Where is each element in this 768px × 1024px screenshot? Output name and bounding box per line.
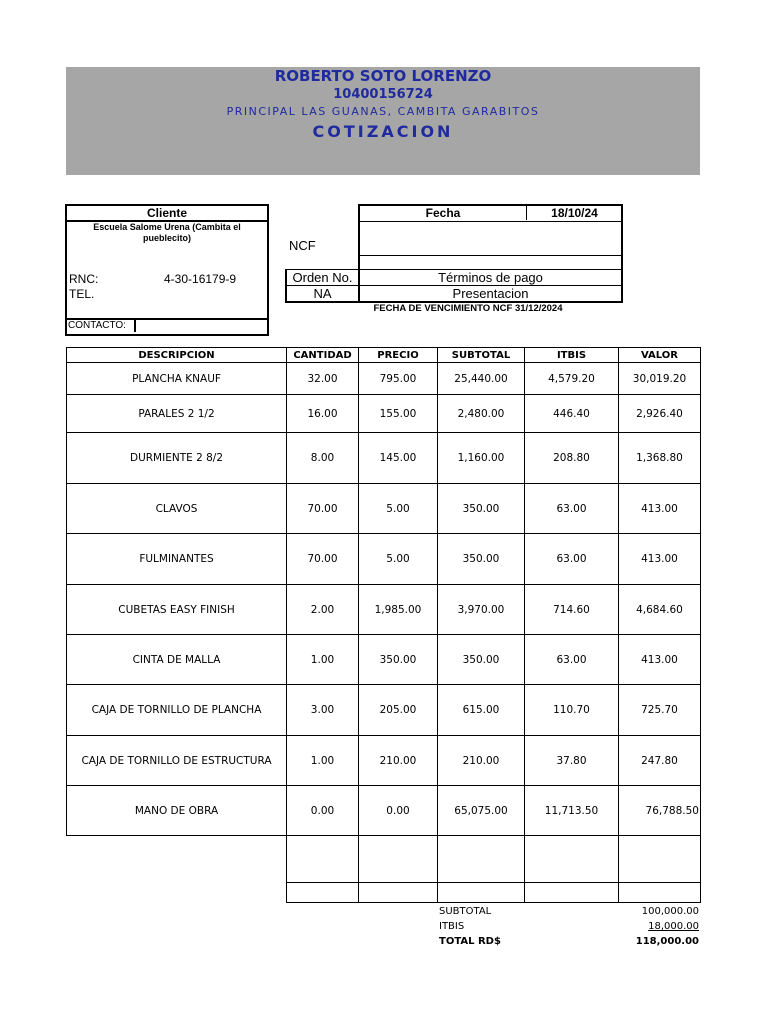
terms-value: Presentacion [360,285,621,301]
table-row [67,395,701,433]
document-title: COTIZACION [312,122,454,141]
item-subtotal: 210.00 [438,736,525,786]
column-header: DESCRIPCION [67,348,287,363]
item-value: 247.80 [619,736,701,786]
order-box [285,269,623,303]
item-quantity: 16.00 [287,395,359,433]
table-row [67,585,701,635]
date-label: Fecha [425,206,461,220]
item-price: 210.00 [359,736,438,786]
empty-cell [438,836,525,883]
item-quantity: 70.00 [287,534,359,585]
item-value: 413.00 [619,635,701,685]
item-description: CUBETAS EASY FINISH [67,585,287,635]
subtotal-value: 100,000.00 [641,906,699,917]
item-quantity: 8.00 [287,433,359,484]
itbis-label: ITBIS [439,921,465,932]
item-price: 155.00 [359,395,438,433]
item-subtotal: 350.00 [438,484,525,534]
empty-cell [287,883,359,903]
empty-cell [67,883,287,903]
table-row [67,685,701,736]
rnc-value: 4-30-16179-9 [164,272,237,286]
item-value: 4,684.60 [619,585,701,635]
item-subtotal: 2,480.00 [438,395,525,433]
empty-cell [438,883,525,903]
empty-cell [287,836,359,883]
item-value: 1,368.80 [619,433,701,484]
table-row [67,363,701,395]
item-quantity: 70.00 [287,484,359,534]
item-value: 413.00 [619,534,701,585]
subtotal-row [439,904,699,919]
item-subtotal: 350.00 [438,635,525,685]
total-label: TOTAL RD$ [439,936,501,947]
ncf-label: NCF [289,238,316,253]
items-table [66,347,701,903]
item-itbis: 4,579.20 [525,363,619,395]
date-divider [360,221,621,222]
item-subtotal: 615.00 [438,685,525,736]
empty-cell [619,883,701,903]
date-value: 18/10/24 [526,206,622,220]
item-quantity: 0.00 [287,786,359,836]
contact-label: CONTACTO: [68,320,126,331]
table-row [67,635,701,685]
table-row-empty [67,883,701,903]
rnc-label: RNC: [69,272,99,286]
empty-cell [525,883,619,903]
item-value: 2,926.40 [619,395,701,433]
total-row [439,934,699,949]
column-header: VALOR [619,348,701,363]
item-itbis: 208.80 [525,433,619,484]
item-quantity: 3.00 [287,685,359,736]
item-price: 5.00 [359,484,438,534]
item-description: PARALES 2 1/2 [67,395,287,433]
item-price: 5.00 [359,534,438,585]
empty-cell [67,836,287,883]
item-subtotal: 65,075.00 [438,786,525,836]
client-box [65,204,269,336]
total-value: 118,000.00 [635,936,699,947]
item-price: 795.00 [359,363,438,395]
item-subtotal: 3,970.00 [438,585,525,635]
table-header-row [67,348,701,363]
item-subtotal: 1,160.00 [438,433,525,484]
item-price: 0.00 [359,786,438,836]
table-row [67,433,701,484]
table-row [67,534,701,585]
table-row [67,736,701,786]
item-price: 205.00 [359,685,438,736]
item-value: 76,788.50 [619,786,701,836]
item-value: 30,019.20 [619,363,701,395]
item-description: PLANCHA KNAUF [67,363,287,395]
item-price: 145.00 [359,433,438,484]
item-itbis: 446.40 [525,395,619,433]
item-price: 350.00 [359,635,438,685]
item-description: CINTA DE MALLA [67,635,287,685]
item-description: DURMIENTE 2 8/2 [67,433,287,484]
empty-cell [359,883,438,903]
item-value: 725.70 [619,685,701,736]
totals-block [439,904,699,949]
document-header [66,67,700,175]
contact-field [134,318,267,332]
itbis-value: 18,000.00 [648,921,699,932]
itbis-row [439,919,699,934]
company-name: ROBERTO SOTO LORENZO [274,67,492,85]
terms-label: Términos de pago [438,270,543,285]
item-subtotal: 25,440.00 [438,363,525,395]
column-header: PRECIO [359,348,438,363]
item-value: 413.00 [619,484,701,534]
item-description: MANO DE OBRA [67,786,287,836]
company-address: PRINCIPAL LAS GUANAS, CAMBITA GARABITOS [226,105,540,118]
company-id: 10400156724 [333,87,433,102]
subtotal-label: SUBTOTAL [439,906,492,917]
order-value: NA [287,285,360,301]
item-itbis: 37.80 [525,736,619,786]
item-description: FULMINANTES [67,534,287,585]
item-subtotal: 350.00 [438,534,525,585]
item-itbis: 110.70 [525,685,619,736]
item-itbis: 63.00 [525,534,619,585]
table-row-empty [67,836,701,883]
table-row [67,786,701,836]
item-quantity: 1.00 [287,736,359,786]
column-header: CANTIDAD [287,348,359,363]
client-heading: Cliente [67,206,267,222]
item-quantity: 32.00 [287,363,359,395]
ncf-expiry: FECHA DE VENCIMIENTO NCF 31/12/2024 [373,303,563,314]
item-itbis: 714.60 [525,585,619,635]
item-itbis: 63.00 [525,484,619,534]
client-name: Escuela Salome Urena (Cambita el pueblecito) [93,222,241,243]
empty-cell [359,836,438,883]
column-header: ITBIS [525,348,619,363]
item-itbis: 63.00 [525,635,619,685]
item-itbis: 11,713.50 [525,786,619,836]
empty-cell [619,836,701,883]
column-header: SUBTOTAL [438,348,525,363]
table-row [67,484,701,534]
tel-label: TEL. [69,287,95,301]
order-label: Orden No. [287,270,360,285]
item-description: CLAVOS [67,484,287,534]
item-quantity: 2.00 [287,585,359,635]
item-description: CAJA DE TORNILLO DE ESTRUCTURA [67,736,287,786]
item-price: 1,985.00 [359,585,438,635]
empty-cell [525,836,619,883]
item-description: CAJA DE TORNILLO DE PLANCHA [67,685,287,736]
ncf-divider [360,255,621,256]
item-quantity: 1.00 [287,635,359,685]
